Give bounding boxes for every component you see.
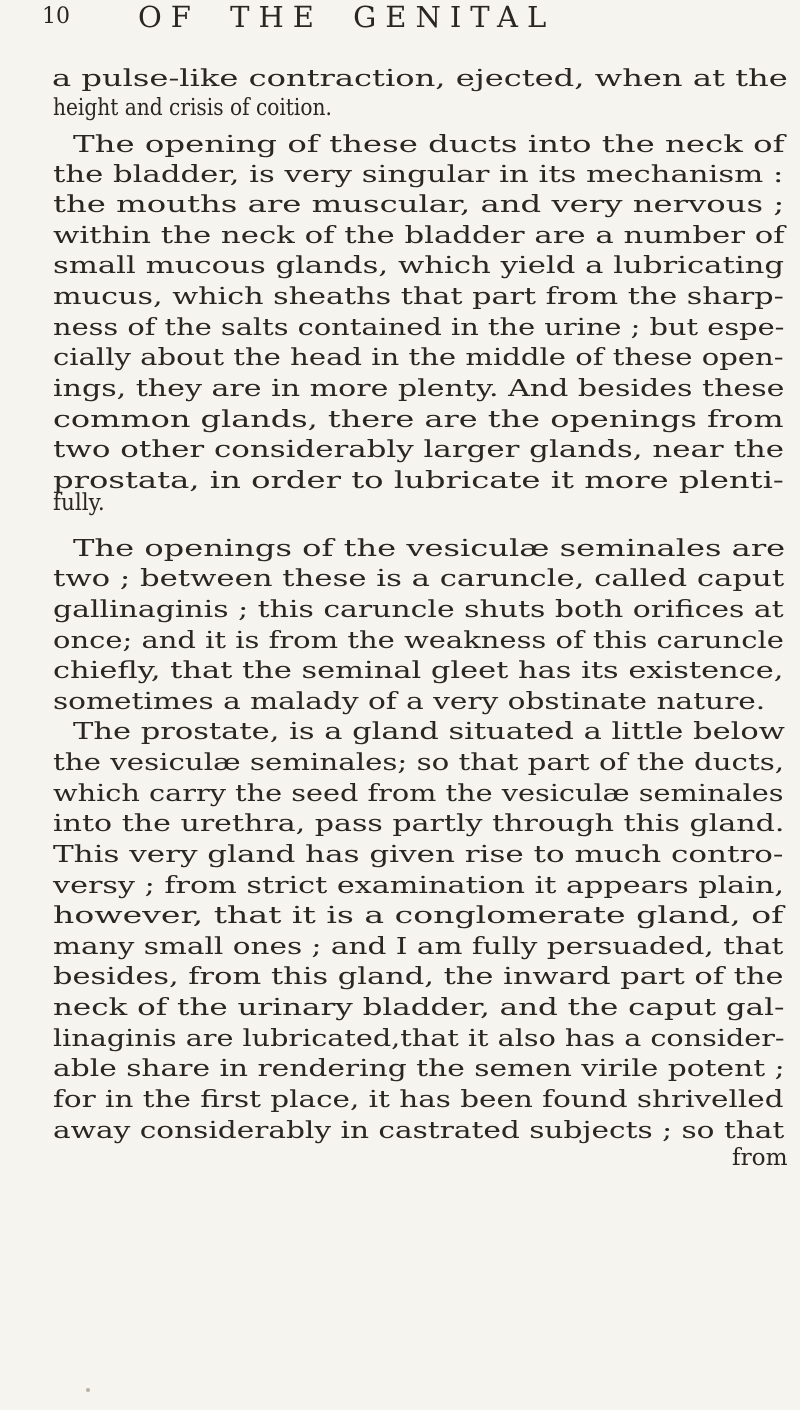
- text-line: ness of the salts contained in the urine ; but espe-: [53, 314, 785, 341]
- text-line: linaginis are lubricated,that it also has a consider-: [53, 1025, 785, 1052]
- text-line: two other considerably larger glands, near the: [53, 436, 785, 463]
- text-line: many small ones ; and I am fully persuaded, that: [53, 933, 784, 960]
- text-line: besides, from this gland, the inward part of the: [53, 963, 784, 990]
- text-line: the mouths are muscular, and very nervous ;: [53, 191, 785, 218]
- text-line: fully.: [53, 489, 105, 516]
- text-line: This very gland has given rise to much contro-: [53, 841, 784, 868]
- text-line: cially about the head in the middle of these open-: [53, 344, 784, 371]
- paper-speck: [86, 1388, 90, 1392]
- catchword: from: [732, 1144, 788, 1171]
- text-line: two ; between these is a caruncle, called caput: [53, 565, 785, 592]
- text-line: able share in rendering the semen virile potent ;: [53, 1055, 785, 1082]
- text-line: however, that it is a conglomerate gland, of: [53, 902, 784, 929]
- text-line: gallinaginis ; this caruncle shuts both orifices at: [53, 596, 784, 623]
- text-line: The opening of these ducts into the neck of: [73, 131, 785, 158]
- text-line: a pulse-like contraction, ejected, when at the: [52, 65, 788, 92]
- text-line: small mucous glands, which yield a lubricating: [53, 252, 785, 279]
- text-line: The openings of the vesiculæ seminales are: [73, 535, 786, 562]
- text-line: sometimes a malady of a very obstinate nature.: [53, 688, 766, 715]
- page-number: 10: [42, 4, 70, 29]
- text-line: The prostate, is a gland situated a little below: [73, 718, 785, 745]
- text-line: common glands, there are the openings from: [53, 406, 784, 433]
- text-line: ings, they are in more plenty. And besides these: [53, 375, 785, 402]
- text-line: neck of the urinary bladder, and the caput gal-: [53, 994, 785, 1021]
- text-line: mucus, which sheaths that part from the sharp-: [53, 283, 784, 310]
- text-line: for in the first place, it has been found shrivelled: [53, 1086, 784, 1113]
- text-line: into the urethra, pass partly through this gland.: [53, 810, 785, 837]
- text-line: the vesiculæ seminales; so that part of the ducts,: [53, 749, 785, 776]
- text-line: prostata, in order to lubricate it more plenti-: [53, 467, 784, 494]
- running-title: OF THE GENITAL: [138, 0, 556, 34]
- text-line: once; and it is from the weakness of this caruncle: [53, 627, 784, 654]
- text-line: within the neck of the bladder are a number of: [53, 222, 785, 249]
- text-line: versy ; from strict examination it appears plain,: [53, 872, 784, 899]
- text-line: away considerably in castrated subjects ; so that: [53, 1117, 785, 1144]
- text-line: the bladder, is very singular in its mechanism :: [53, 161, 784, 188]
- page-header: [40, 0, 780, 60]
- text-line: which carry the seed from the vesiculæ seminales: [53, 780, 784, 807]
- text-line: chiefly, that the seminal gleet has its existence,: [53, 657, 784, 684]
- text-line: height and crisis of coition.: [53, 94, 332, 121]
